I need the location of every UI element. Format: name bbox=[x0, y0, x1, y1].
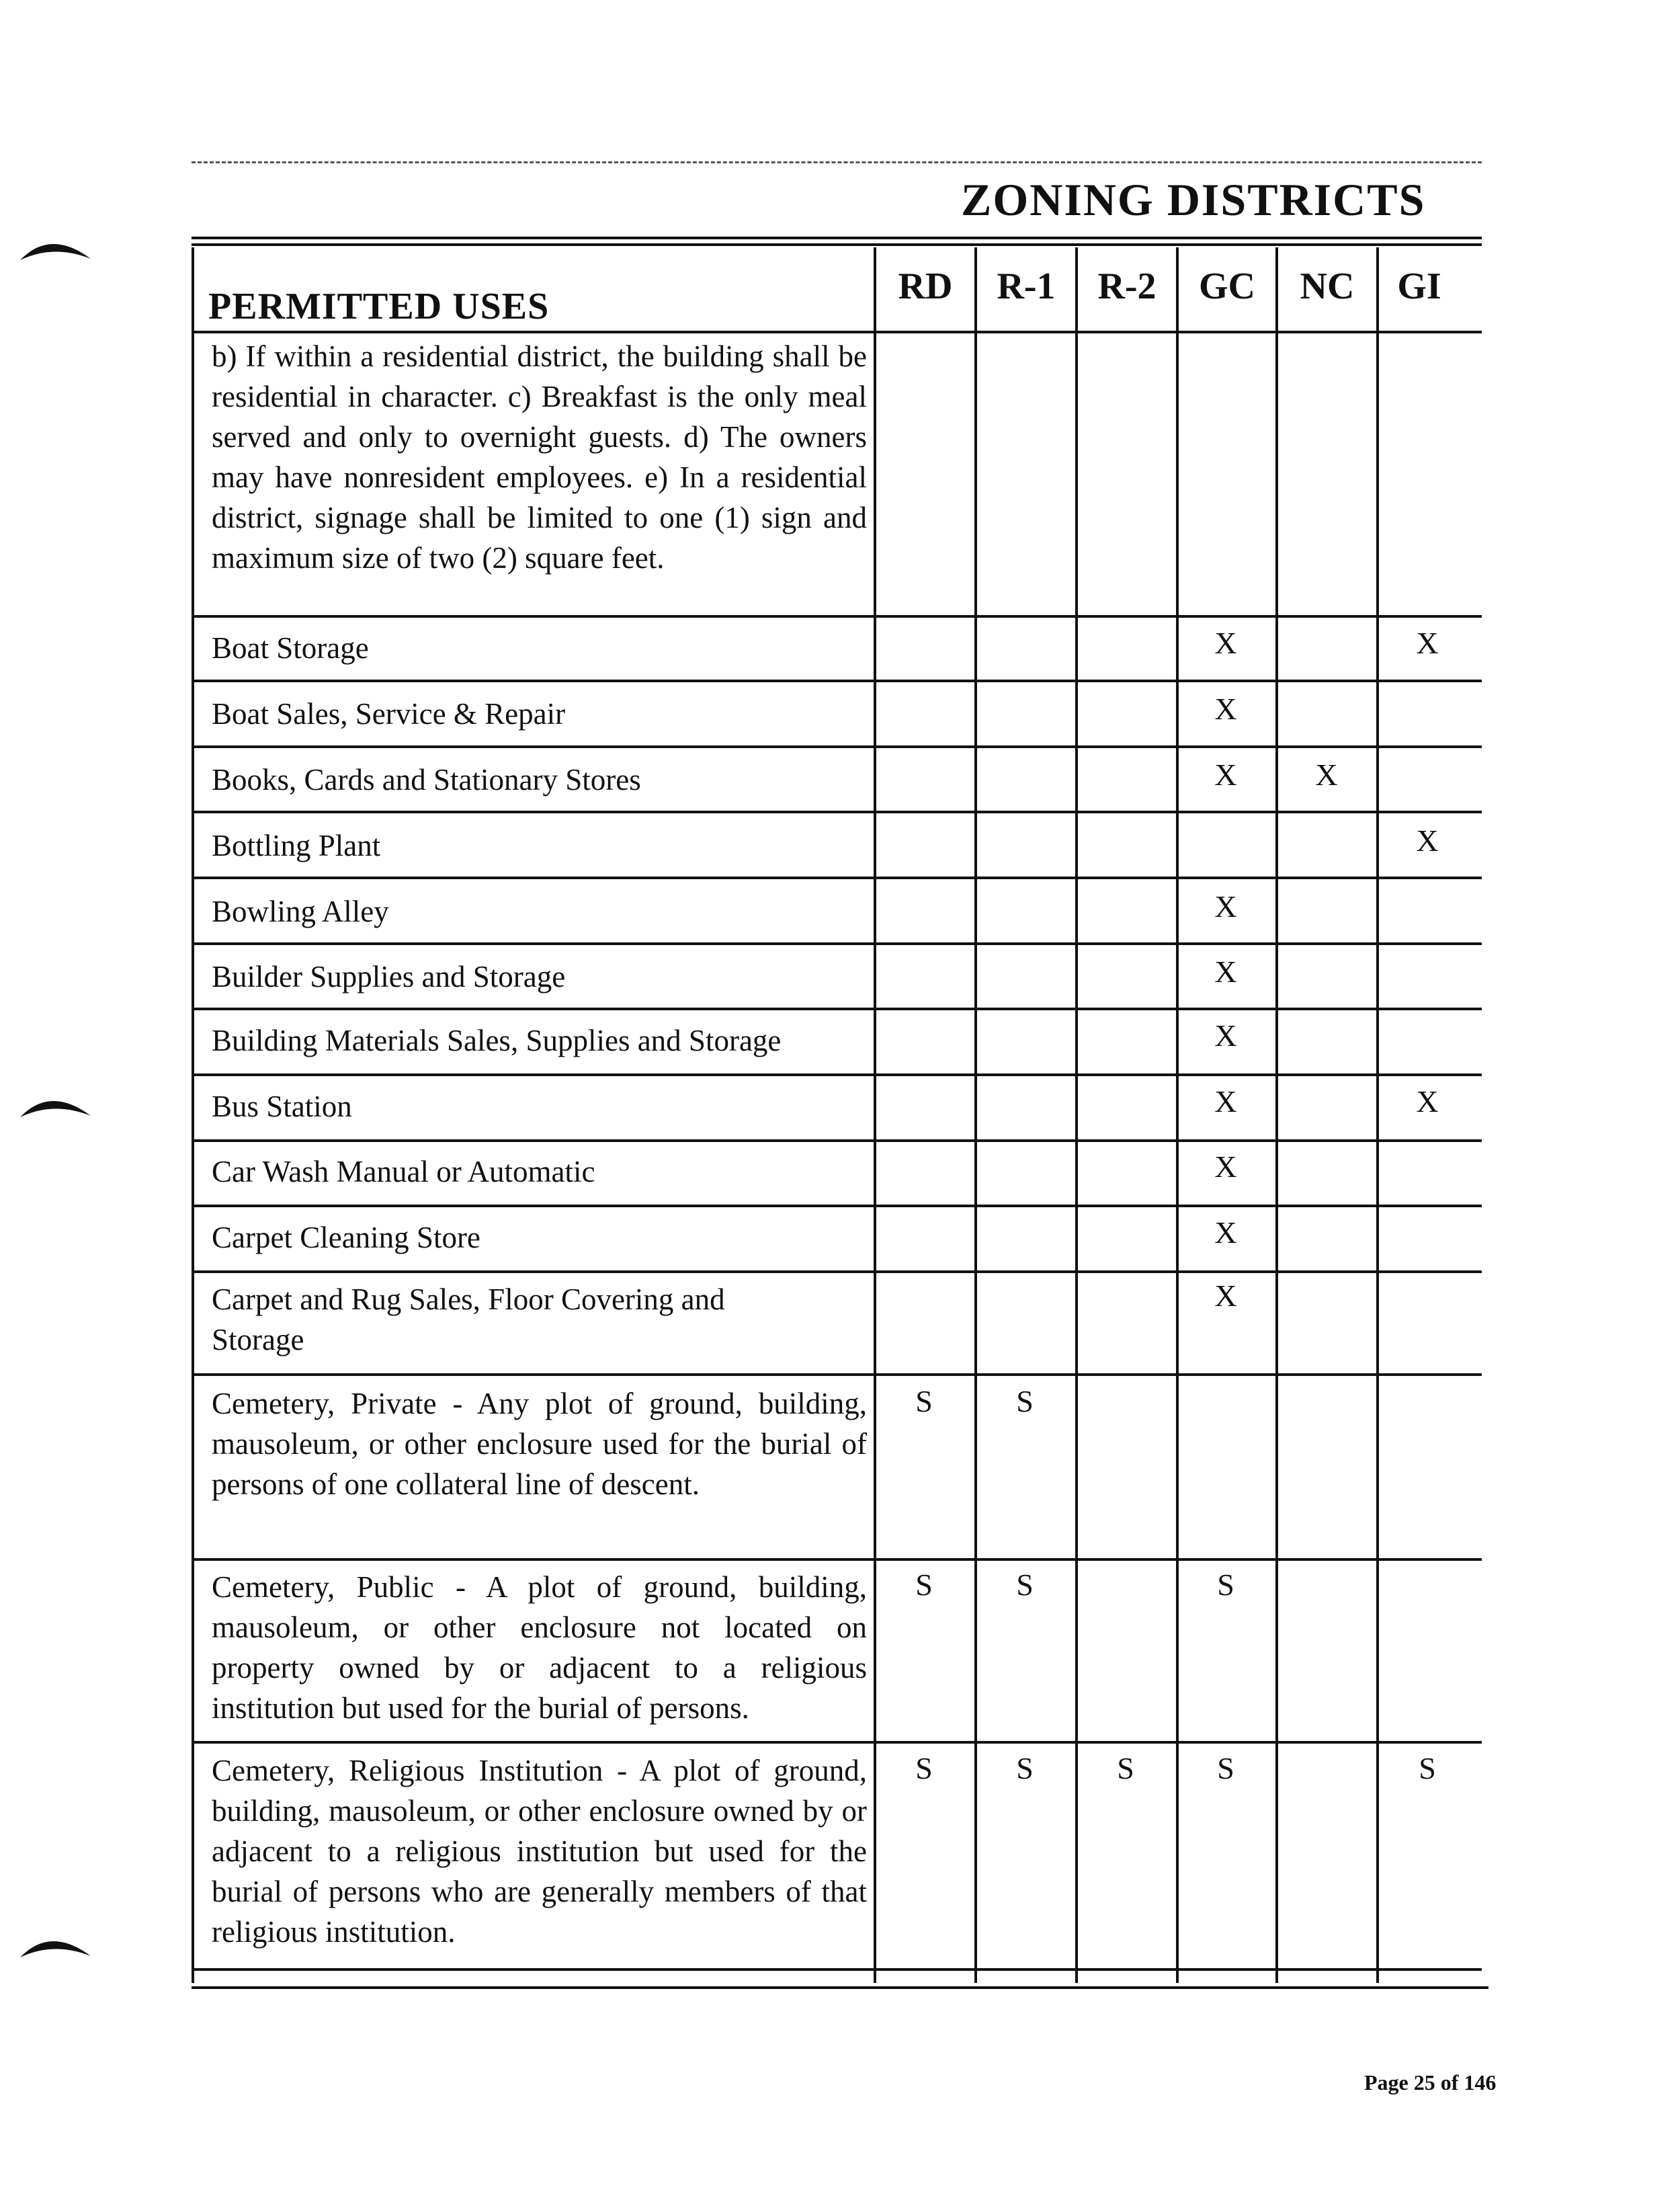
table-column-divider bbox=[974, 247, 977, 1983]
mark-gc: X bbox=[1214, 1215, 1237, 1250]
mark-r1: S bbox=[1016, 1568, 1034, 1602]
mark-gi: X bbox=[1416, 823, 1439, 858]
table-row-divider bbox=[192, 680, 1482, 682]
column-header-gc: GC bbox=[1199, 266, 1255, 307]
top-dashed-rule bbox=[192, 161, 1482, 163]
mark-gc: X bbox=[1214, 626, 1237, 660]
use-cell: Boat Storage bbox=[212, 631, 369, 665]
mark-gc: S bbox=[1217, 1568, 1234, 1602]
mark-gc: X bbox=[1214, 1278, 1237, 1313]
table-column-divider bbox=[1176, 247, 1179, 1983]
table-row-divider bbox=[192, 1205, 1482, 1207]
table-row-divider bbox=[192, 331, 1482, 333]
mark-gc: X bbox=[1214, 692, 1237, 726]
mark-gi: X bbox=[1416, 1084, 1439, 1119]
use-cell: Carpet and Rug Sales, Floor Covering and Storage bbox=[212, 1283, 725, 1356]
table-row-divider bbox=[192, 1139, 1482, 1142]
use-cell: Bottling Plant bbox=[212, 829, 381, 862]
binder-hole-mark bbox=[13, 1082, 94, 1129]
binder-hole-mark bbox=[13, 225, 94, 272]
use-cell: Cemetery, Religious Institution - A plot of ground, building, mausoleum, or other enclosure owned by or adjacent to a religious institution but used for the burial of persons who are generally members of that religious institution. bbox=[212, 1754, 867, 1949]
table-column-divider bbox=[192, 247, 194, 1983]
zoning-districts-title: ZONING DISTRICTS bbox=[961, 174, 1426, 225]
use-cell: Boat Sales, Service & Repair bbox=[212, 697, 566, 731]
use-cell: Car Wash Manual or Automatic bbox=[212, 1155, 595, 1188]
use-cell: Builder Supplies and Storage bbox=[212, 960, 566, 993]
table-column-divider bbox=[1275, 247, 1278, 1983]
column-header-nc: NC bbox=[1300, 266, 1355, 307]
table-row-divider bbox=[192, 1073, 1482, 1076]
table-column-divider bbox=[874, 247, 876, 1983]
mark-gc: S bbox=[1217, 1751, 1234, 1785]
mark-gc: X bbox=[1214, 1018, 1237, 1053]
table-column-divider bbox=[1075, 247, 1078, 1983]
table-row-divider bbox=[192, 942, 1482, 945]
table-row-divider bbox=[192, 1270, 1482, 1273]
mark-gc: X bbox=[1214, 1084, 1237, 1119]
table-column-divider bbox=[1376, 247, 1379, 1983]
mark-gi: S bbox=[1419, 1751, 1436, 1785]
page-number: Page 25 of 146 bbox=[1364, 2070, 1497, 2095]
bottom-rule bbox=[192, 1986, 1488, 1989]
use-cell: Building Materials Sales, Supplies and Storage bbox=[212, 1024, 782, 1057]
title-rule bbox=[192, 237, 1482, 239]
use-cell: Books, Cards and Stationary Stores bbox=[212, 763, 641, 797]
use-cell: b) If within a residential district, the building shall be residential in character. c) Breakfast is the only meal served and only to overnight guests. d) The owners may have nonresident employees. e) In a residential district, signage shall be limited to one (1) sign and maximum size of two (2) square feet. bbox=[212, 339, 867, 575]
column-header-rd: RD bbox=[898, 266, 953, 307]
column-header-r2: R-2 bbox=[1097, 266, 1157, 307]
table-row-divider bbox=[192, 1741, 1482, 1744]
mark-gi: X bbox=[1416, 626, 1439, 660]
mark-rd: S bbox=[915, 1751, 933, 1785]
binder-hole-mark bbox=[13, 1922, 94, 1969]
table-row-divider bbox=[192, 1558, 1482, 1561]
mark-r1: S bbox=[1016, 1384, 1034, 1418]
table-row-divider bbox=[192, 877, 1482, 879]
use-cell: Bowling Alley bbox=[212, 895, 389, 928]
use-cell: Carpet Cleaning Store bbox=[212, 1221, 480, 1254]
use-cell: Cemetery, Public - A plot of ground, building, mausoleum, or other enclosure not located on property owned by or adjacent to a religious institution but used for the burial of persons. bbox=[212, 1570, 867, 1725]
column-header-gi: GI bbox=[1397, 266, 1441, 307]
mark-r1: S bbox=[1016, 1751, 1034, 1785]
table-row-divider bbox=[192, 615, 1482, 618]
permitted-uses-table bbox=[192, 247, 1482, 1983]
mark-r2: S bbox=[1117, 1751, 1134, 1785]
mark-gc: X bbox=[1214, 1149, 1237, 1184]
table-row-divider bbox=[192, 1968, 1482, 1971]
mark-gc: X bbox=[1214, 889, 1237, 924]
table-row-divider bbox=[192, 1008, 1482, 1010]
column-header-r1: R-1 bbox=[997, 266, 1056, 307]
title-rule bbox=[192, 243, 1482, 246]
table-row-divider bbox=[192, 811, 1482, 813]
use-cell: Bus Station bbox=[212, 1090, 352, 1123]
mark-gc: X bbox=[1214, 758, 1237, 792]
mark-rd: S bbox=[915, 1384, 933, 1418]
permitted-uses-header: PERMITTED USES bbox=[208, 286, 550, 327]
table-row-divider bbox=[192, 745, 1482, 748]
table-row-divider bbox=[192, 1373, 1482, 1376]
mark-nc: X bbox=[1315, 758, 1338, 792]
mark-rd: S bbox=[915, 1568, 933, 1602]
mark-gc: X bbox=[1214, 954, 1237, 989]
use-cell: Cemetery, Private - Any plot of ground, building, mausoleum, or other enclosure used for the burial of persons of one collateral line of descent. bbox=[212, 1387, 867, 1501]
